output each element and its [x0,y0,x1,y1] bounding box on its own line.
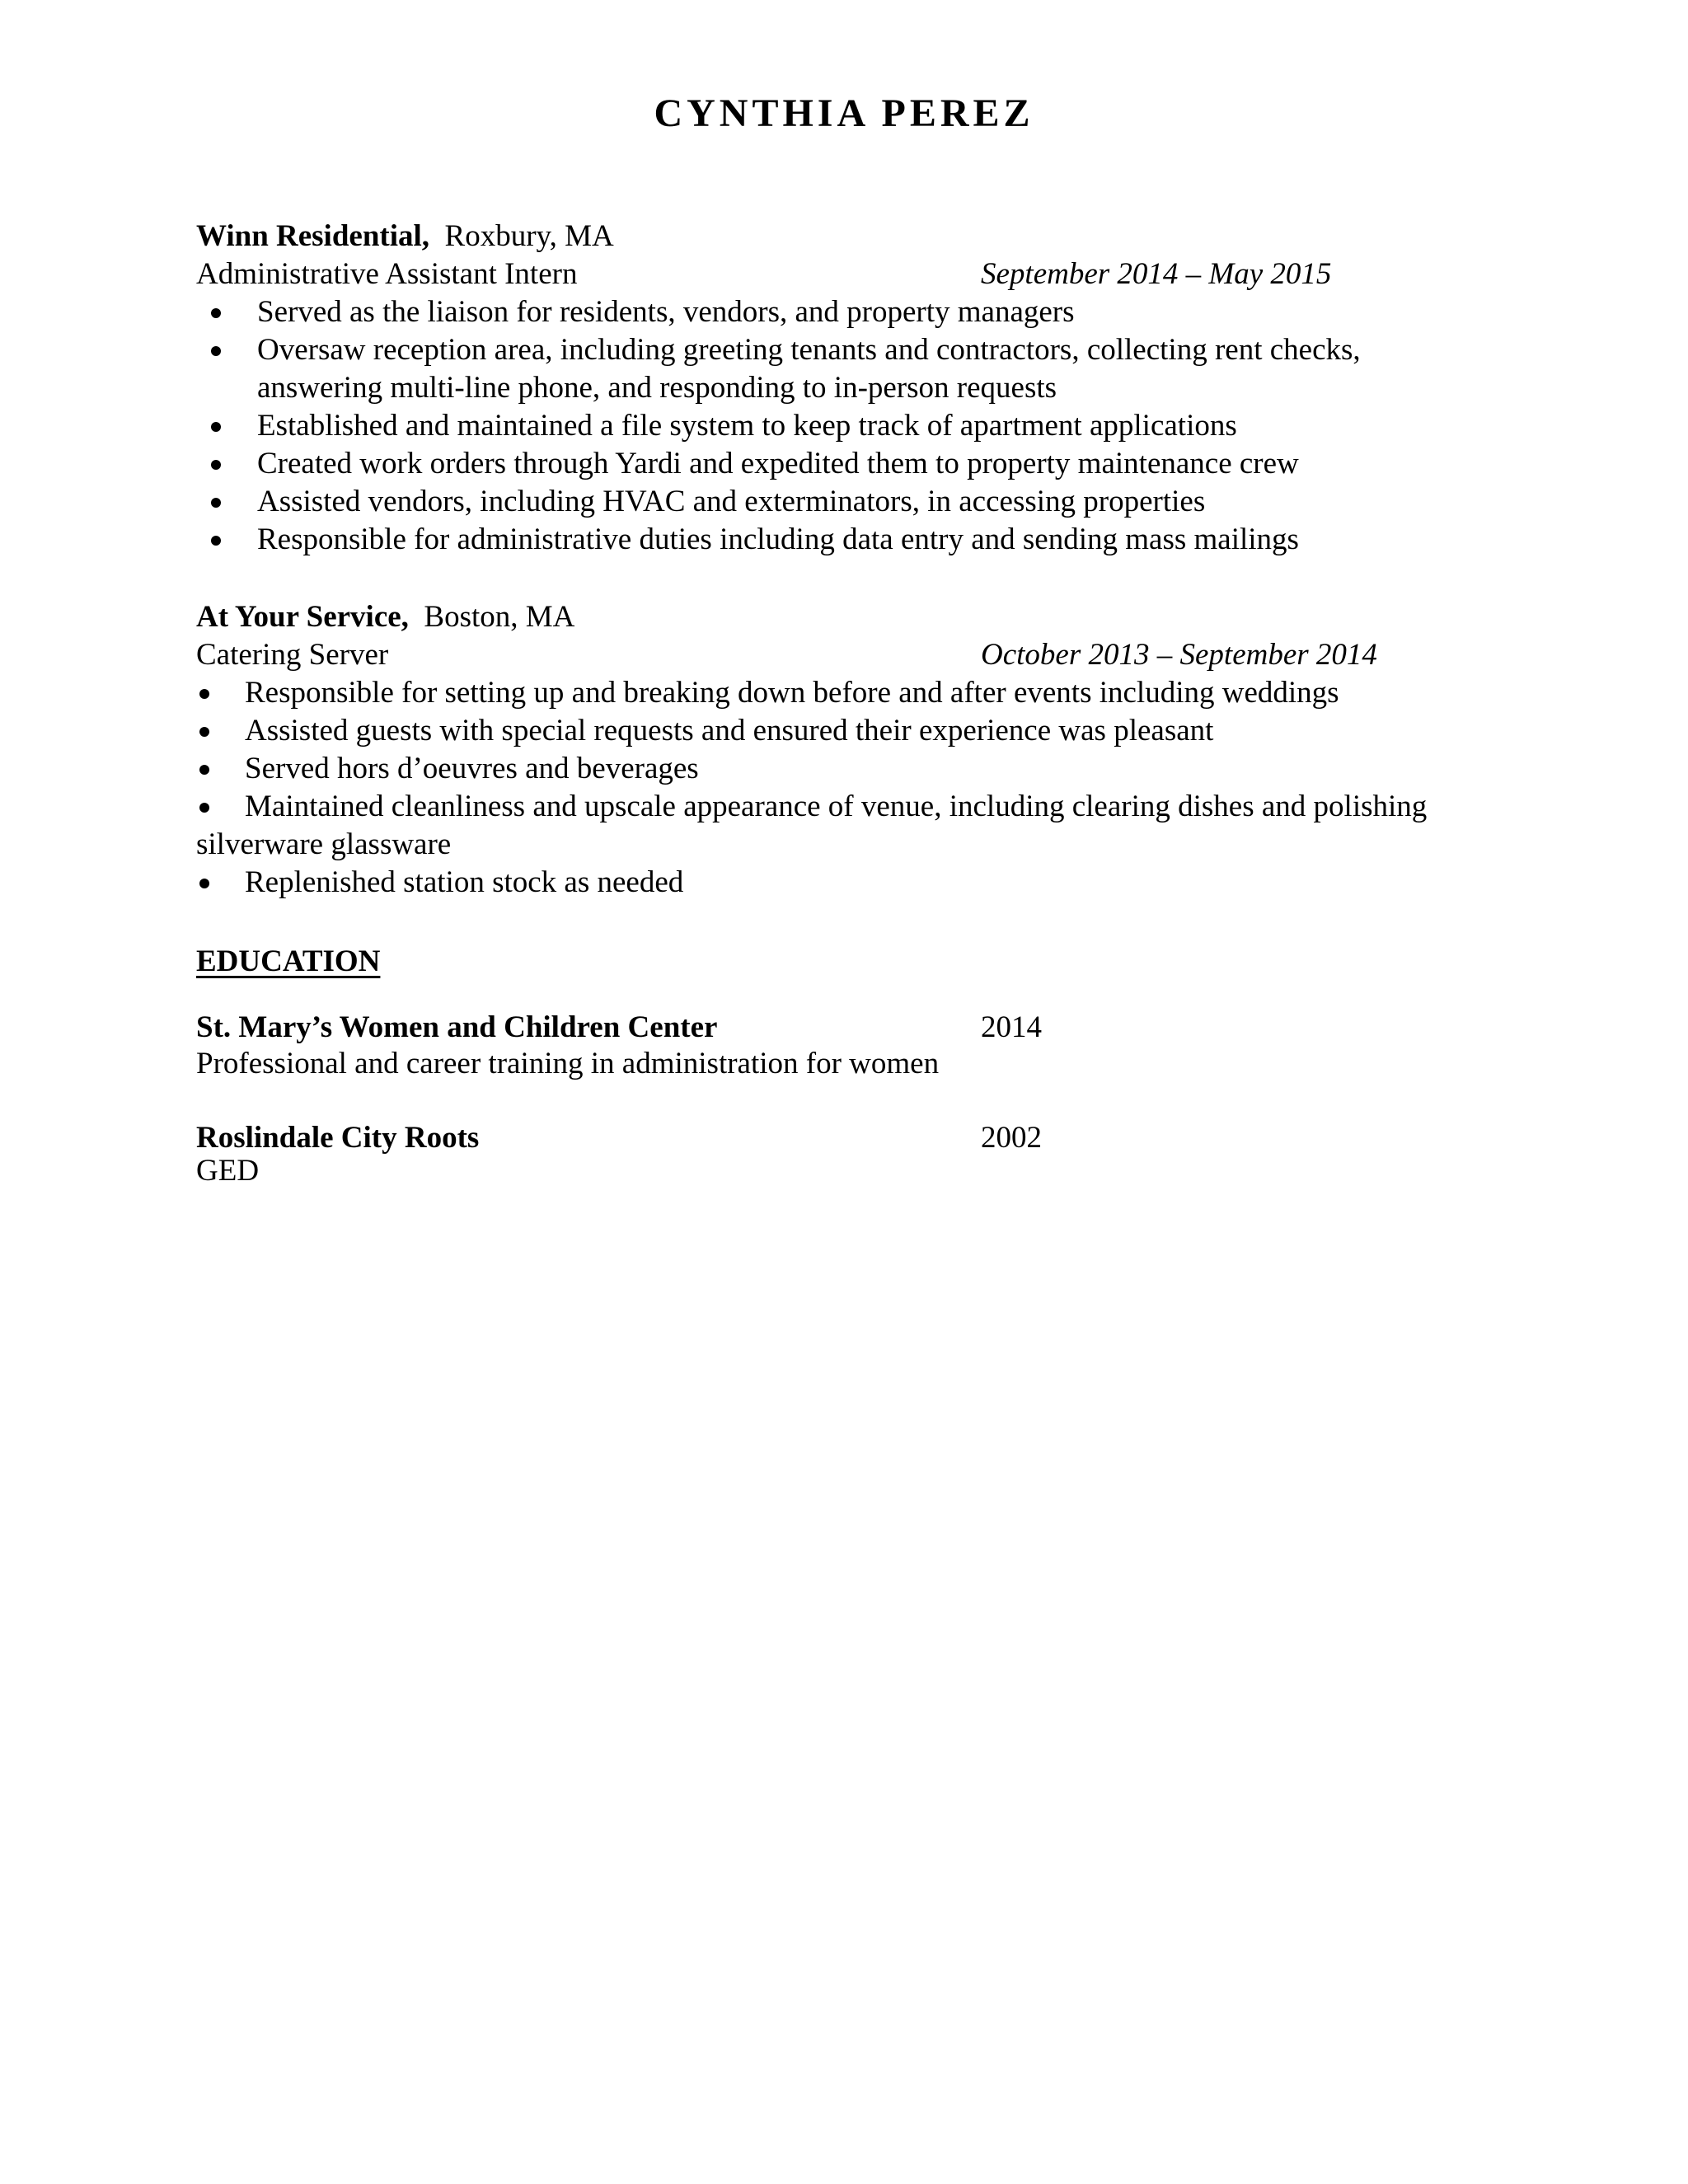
job-1-bullet-1: Served as the liaison for residents, vendors, and property managers [257,295,1075,329]
job-1-bullet-3: Established and maintained a file system to keep track of apartment applications [257,409,1237,443]
job-2-bullet-4-cont: silverware glassware [196,827,452,861]
bullet-icon [199,879,209,888]
job-1-dates: September 2014 – May 2015 [981,257,1332,291]
job-2-bullet-4: Maintained cleanliness and upscale appearance of venue, including clearing dishes and polishing [245,790,1428,823]
bullet-icon [199,727,209,737]
job-1-bullet-2: Oversaw reception area, including greeting tenants and contractors, collecting rent checks, [257,333,1361,367]
bullet-icon [199,803,209,813]
job-2-bullet-1: Responsible for setting up and breaking down before and after events including weddings [245,676,1339,710]
job-1-bullet-2-cont: answering multi-line phone, and responding to in-person requests [257,371,1057,405]
job-2-bullet-3: Served hors d’oeuvres and beverages [245,752,699,785]
job-2-dates: October 2013 – September 2014 [981,638,1377,672]
bullet-icon [211,498,221,508]
job-1-bullet-6: Responsible for administrative duties including data entry and sending mass mailings [257,523,1299,556]
education-2-school: Roslindale City Roots [196,1121,480,1155]
job-2-employer: At Your Service, [196,600,409,634]
job-1-bullet-4: Created work orders through Yardi and expedited them to property maintenance crew [257,447,1299,480]
education-1-detail: Professional and career training in administration for women [196,1047,940,1080]
job-1-heading [196,221,614,251]
education-1-year: 2014 [981,1010,1042,1044]
job-2-title: Catering Server [196,638,389,672]
education-2-detail: GED [196,1154,260,1188]
job-1-employer: Winn Residential, [196,219,430,253]
job-1-location: Roxbury, MA [444,219,614,253]
education-1-school: St. Mary’s Women and Children Center [196,1010,718,1044]
bullet-icon [199,765,209,775]
job-2-bullet-2: Assisted guests with special requests and ensured their experience was pleasant [245,714,1214,748]
job-1-title: Administrative Assistant Intern [196,257,578,291]
bullet-icon [211,308,221,318]
bullet-icon [211,460,221,470]
education-heading: EDUCATION [196,944,381,978]
bullet-icon [211,346,221,356]
bullet-icon [199,689,209,699]
job-2-location: Boston, MA [424,600,575,634]
bullet-icon [211,536,221,546]
job-2-bullet-5: Replenished station stock as needed [245,865,684,899]
education-2-year: 2002 [981,1121,1042,1155]
job-2-heading [196,602,574,632]
job-1-bullet-5: Assisted vendors, including HVAC and exterminators, in accessing properties [257,485,1206,518]
bullet-icon [211,422,221,432]
resume-name: CYNTHIA PEREZ [654,91,1034,135]
